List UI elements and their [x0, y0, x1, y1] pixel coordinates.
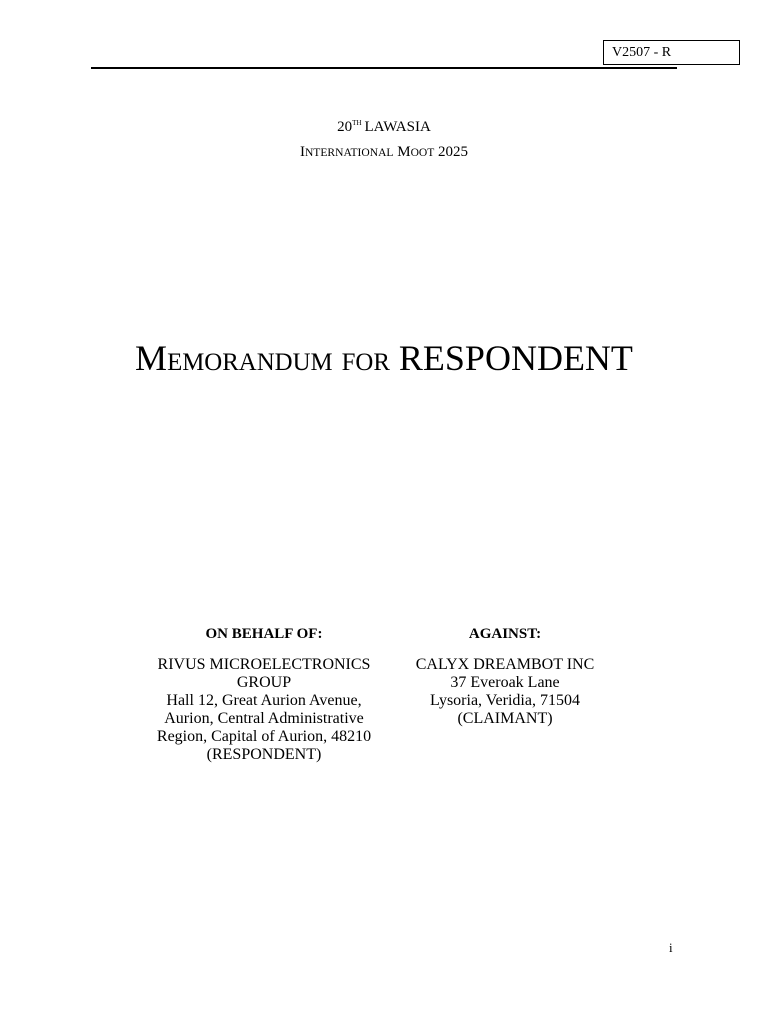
document-code-box — [603, 40, 740, 65]
document-code: V2507 - R — [612, 45, 672, 60]
edition-number: 20 — [337, 119, 353, 135]
respondent-name-line-1: RIVUS MICROELECTRONICS — [157, 656, 371, 673]
respondent-address-line-1: Hall 12, Great Aurion Avenue, — [166, 692, 362, 709]
claimant-address-line-1: 37 Everoak Lane — [450, 674, 560, 691]
page-number: i — [669, 940, 673, 955]
title-prefix: MEMORANDUM FOR — [135, 338, 390, 378]
claimant-address-line-2: Lysoria, Veridia, 71504 — [430, 692, 580, 709]
memorandum-title — [0, 338, 768, 383]
competition-name — [0, 143, 768, 162]
respondent-name-line-2: GROUP — [236, 674, 292, 691]
against-column — [385, 625, 625, 728]
respondent-role: (RESPONDENT) — [206, 746, 322, 763]
organizer-name: LAWASIA — [364, 119, 431, 135]
header-rule — [91, 67, 677, 69]
title-party: RESPONDENT — [398, 338, 633, 378]
on-behalf-of-heading: ON BEHALF OF: — [205, 626, 323, 642]
respondent-address-line-2: Aurion, Central Administrative — [164, 710, 364, 727]
edition-suffix: TH — [352, 119, 362, 127]
claimant-name: CALYX DREAMBOT INC — [415, 656, 595, 673]
competition-name-text: INTERNATIONAL MOOT 2025 — [299, 144, 469, 160]
against-heading: AGAINST: — [468, 626, 542, 642]
on-behalf-of-column — [144, 625, 384, 764]
competition-edition — [0, 118, 768, 138]
claimant-role: (CLAIMANT) — [457, 710, 553, 727]
respondent-address-line-3: Region, Capital of Aurion, 48210 — [156, 728, 372, 745]
